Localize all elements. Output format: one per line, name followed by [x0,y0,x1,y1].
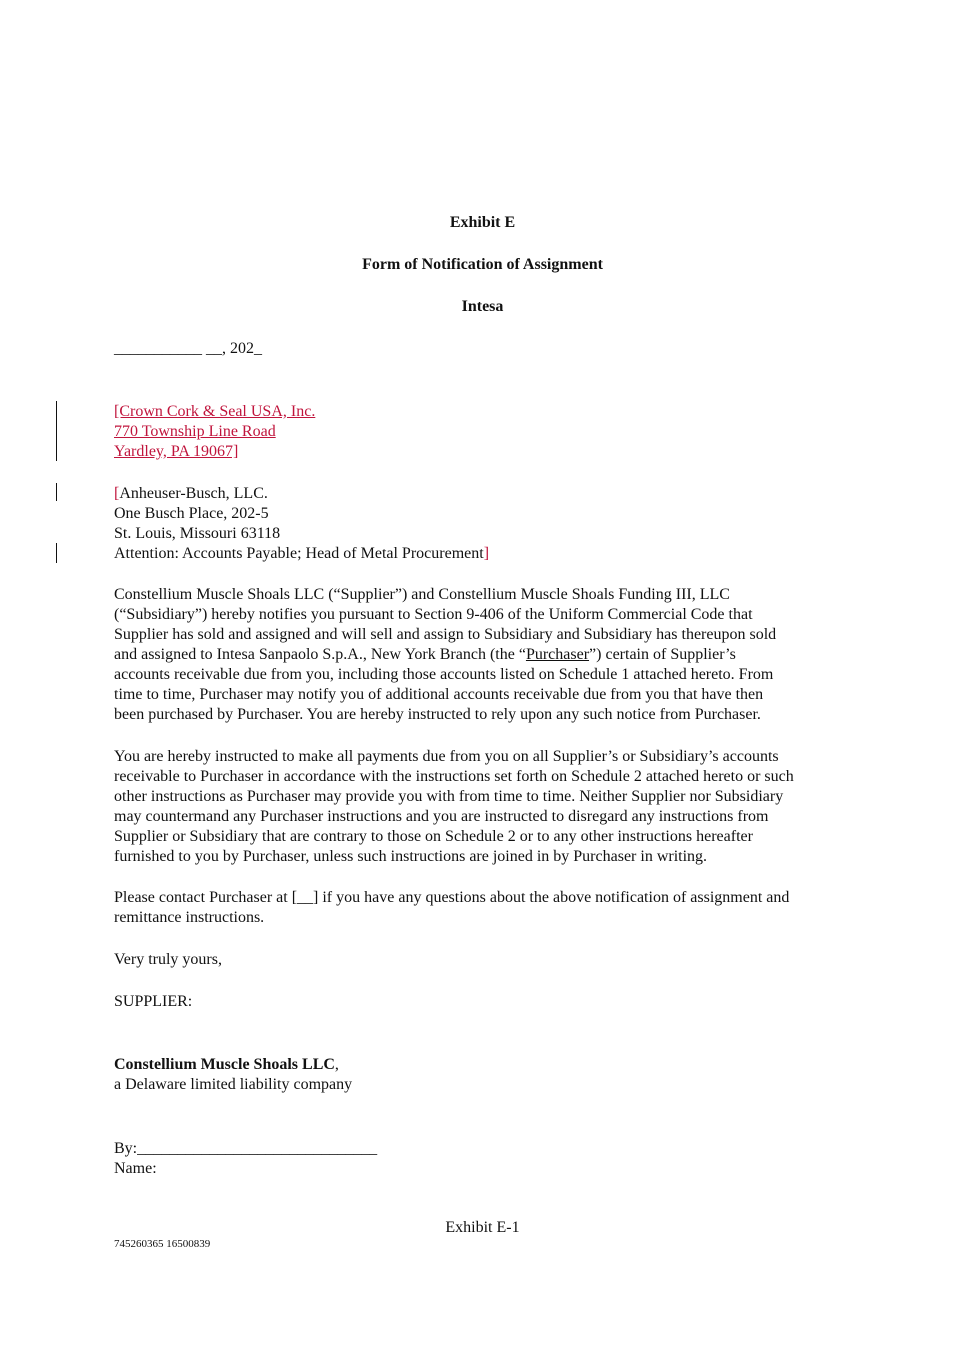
party-title: Intesa [461,298,504,315]
paragraph-line: You are hereby instructed to make all payments due from you on all Supplier’s or Subsidiary’s accounts [114,748,779,765]
paragraph-line: (“Subsidiary”) hereby notifies you pursuant to Section 9-406 of the Uniform Commercial Code that [114,606,753,623]
paragraph-line: receivable to Purchaser in accordance with the instructions set forth on Schedule 2 attached hereto or such [114,768,794,785]
signatory-description: a Delaware limited liability company [114,1076,353,1093]
paragraph-line: accounts receivable due from you, including those accounts listed on Schedule 1 attached hereto. From [114,666,774,683]
paragraph-line: may countermand any Purchaser instructions and you are instructed to disregard any instructions from [114,808,769,825]
recipient2-line: One Busch Place, 202-5 [114,505,269,522]
change-bar-recipient2-bottom [56,543,57,563]
notification-paragraph [114,585,859,725]
recipient1-line: [Crown Cork & Seal USA, Inc. [114,403,316,420]
payment-instructions-paragraph [114,747,859,867]
page-footer-label: Exhibit E-1 [445,1219,520,1236]
paragraph-line: Supplier has sold and assigned and will sell and assign to Subsidiary and Subsidiary has thereupon sold [114,626,777,643]
by-label: By: [114,1140,138,1157]
change-bar-recipient1 [56,401,57,461]
open-bracket-insert: [ [114,485,120,502]
purchaser-defined-term: Purchaser [525,646,590,663]
date-line: ___________ __, 202_ [114,340,262,357]
recipient2-line: Anheuser-Busch, LLC. [119,485,268,502]
paragraph-line: time to time, Purchaser may notify you of additional accounts receivable due from you that have then [114,686,764,703]
recipient2-address [114,484,859,564]
paragraph-line-part: ”) certain of Supplier’s [589,646,736,663]
recipient1-line: Yardley, PA 19067] [114,443,239,460]
recipient1-line: 770 Township Line Road [114,423,276,440]
paragraph-line: been purchased by Purchaser. You are hereby instructed to rely upon any such notice from Purchaser. [114,706,761,723]
supplier-label: SUPPLIER: [114,993,193,1010]
change-bar-recipient2-top [56,483,57,501]
paragraph-line-part: and assigned to Intesa Sanpaolo S.p.A., New York Branch (the “ [114,646,526,663]
close-bracket-insert: ] [483,545,490,562]
signature-line: ______________________________ [137,1140,378,1157]
closing: Very truly yours, [114,951,222,968]
name-label: Name: [114,1160,157,1177]
signature-block [114,1139,859,1179]
paragraph-line: furnished to you by Purchaser, unless such instructions are joined in by Purchaser in writing. [114,848,708,865]
signatory-name: Constellium Muscle Shoals LLC [114,1056,335,1073]
paragraph-line: Supplier or Subsidiary that are contrary to those on Schedule 2 or to any other instructions hereafter [114,828,753,845]
recipient1-address [114,402,859,462]
document-id: 745260365 16500839 [114,1238,211,1250]
paragraph-line: other instructions as Purchaser may provide you with from time to time. Neither Supplier nor Subsidiary [114,788,784,805]
paragraph-line: Please contact Purchaser at [__] if you have any questions about the above notification of assignment and [114,889,790,906]
recipient2-line: St. Louis, Missouri 63118 [114,525,281,542]
recipient2-line: Attention: Accounts Payable; Head of Metal Procurement [114,545,484,562]
signatory-block [114,1055,859,1095]
signatory-name-suffix: , [334,1056,339,1073]
paragraph-line: remittance instructions. [114,909,265,926]
form-title: Form of Notification of Assignment [362,256,603,273]
paragraph-line: Constellium Muscle Shoals LLC (“Supplier”) and Constellium Muscle Shoals Funding III, LLC [114,586,730,603]
exhibit-title: Exhibit E [449,214,516,231]
contact-paragraph [114,888,859,928]
